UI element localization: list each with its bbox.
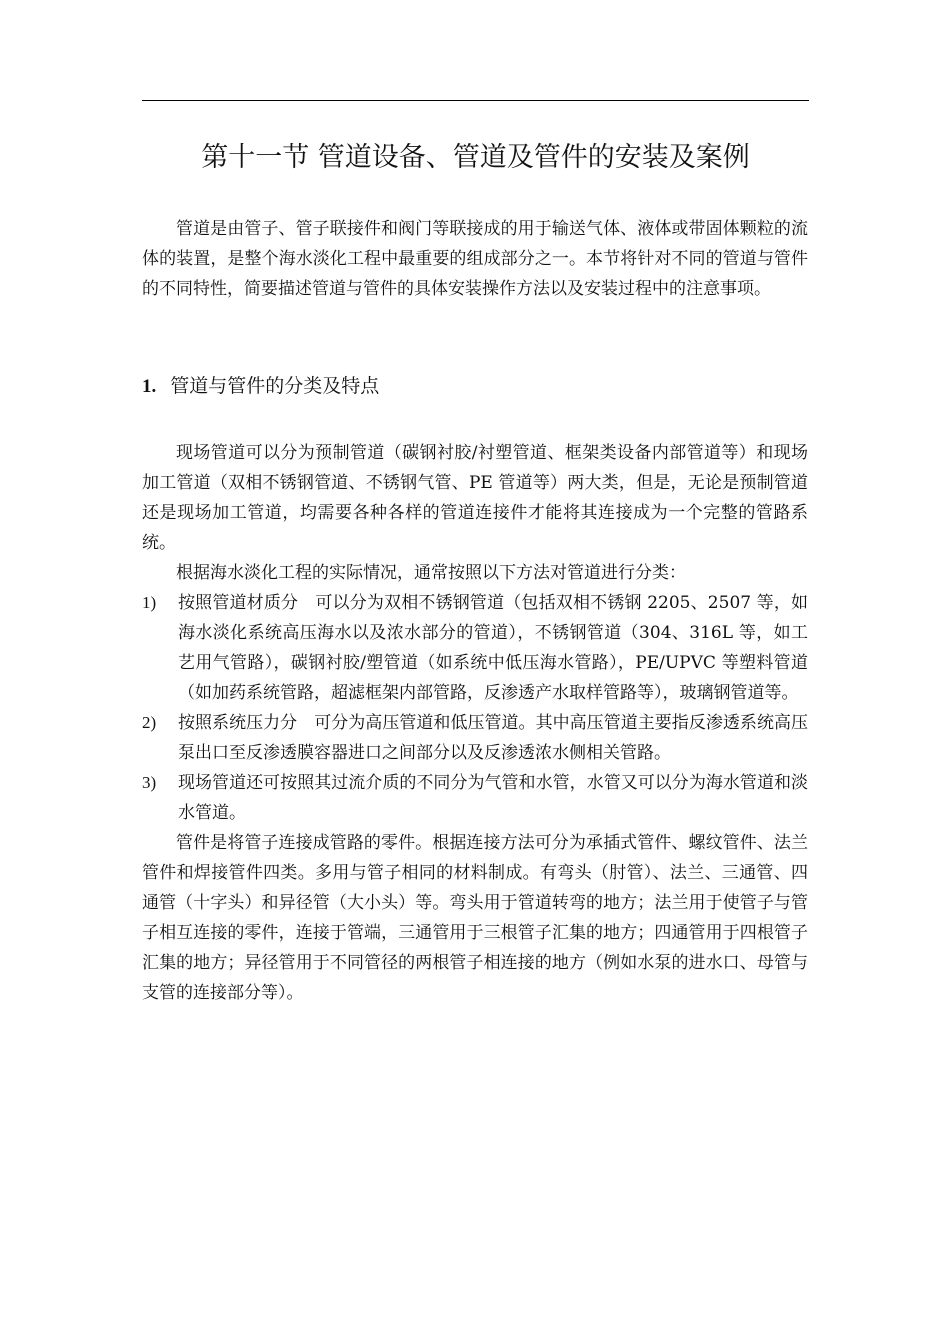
intro-section xyxy=(142,214,808,304)
page-title: 第十一节 管道设备、管道及管件的安装及案例 xyxy=(201,142,750,173)
list-text: 现场管道还可按照其过流介质的不同分为气管和水管，水管又可以分为海水管道和淡水管道。 xyxy=(178,773,808,823)
header-rule xyxy=(142,100,809,101)
section-title: 管道与管件的分类及特点 xyxy=(170,375,380,397)
list-text: 按照系统压力分 可分为高压管道和低压管道。其中高压管道主要指反渗透系统高压泵出口至反渗透膜容器进口之间部分以及反渗透浓水侧相关管路。 xyxy=(178,713,808,763)
list-item xyxy=(142,768,808,828)
paragraph-fittings: 管件是将管子连接成管路的零件。根据连接方法可分为承插式管件、螺纹管件、法兰管件和焊接管件四类。多用与管子相同的材料制成。有弯头（肘管）、法兰、三通管、四通管（十字头）和异径管（大小头）等。弯头用于管道转弯的地方；法兰用于使管子与管子相互连接的零件，连接于管端，三通管用于三根管子汇集的地方；四通管用于四根管子汇集的地方；异径管用于不同管径的两根管子相连接的地方（例如水泵的进水口、母管与支管的连接部分等）。 xyxy=(142,833,808,1003)
list-text: 按照管道材质分 可以分为双相不锈钢管道（包括双相不锈钢 2205、2507 等，如海水淡化系统高压海水以及浓水部分的管道），不锈钢管道（304、316L 等，如工艺用气管路），碳钢衬胶/塑管道（如系统中低压海水管路），PE/UPVC 等塑料管道（如加药系统管路，超滤框架内部管路，反渗透产水取样管路等），玻璃钢管道等。 xyxy=(178,593,808,703)
section-body xyxy=(142,438,808,1008)
intro-paragraph: 管道是由管子、管子联接件和阀门等联接成的用于输送气体、液体或带固体颗粒的流体的装置，是整个海水淡化工程中最重要的组成部分之一。本节将针对不同的管道与管件的不同特性，简要描述管道与管件的具体安装操作方法以及安装过程中的注意事项。 xyxy=(142,219,808,299)
paragraph-classification-intro: 根据海水淡化工程的实际情况，通常按照以下方法对管道进行分类： xyxy=(176,563,686,583)
list-number: 3) xyxy=(142,773,157,792)
section-heading xyxy=(142,369,379,404)
section-number: 1. xyxy=(142,376,157,397)
list-item xyxy=(142,588,808,708)
paragraph-pipe-types: 现场管道可以分为预制管道（碳钢衬胶/衬塑管道、框架类设备内部管道等）和现场加工管道（双相不锈钢管道、不锈钢气管、PE 管道等）两大类，但是，无论是预制管道还是现场加工管道，均需要各种各样的管道连接件才能将其连接成为一个完整的管路系统。 xyxy=(142,443,808,553)
list-number: 1) xyxy=(142,593,157,612)
list-item xyxy=(142,708,808,768)
list-number: 2) xyxy=(142,713,157,732)
